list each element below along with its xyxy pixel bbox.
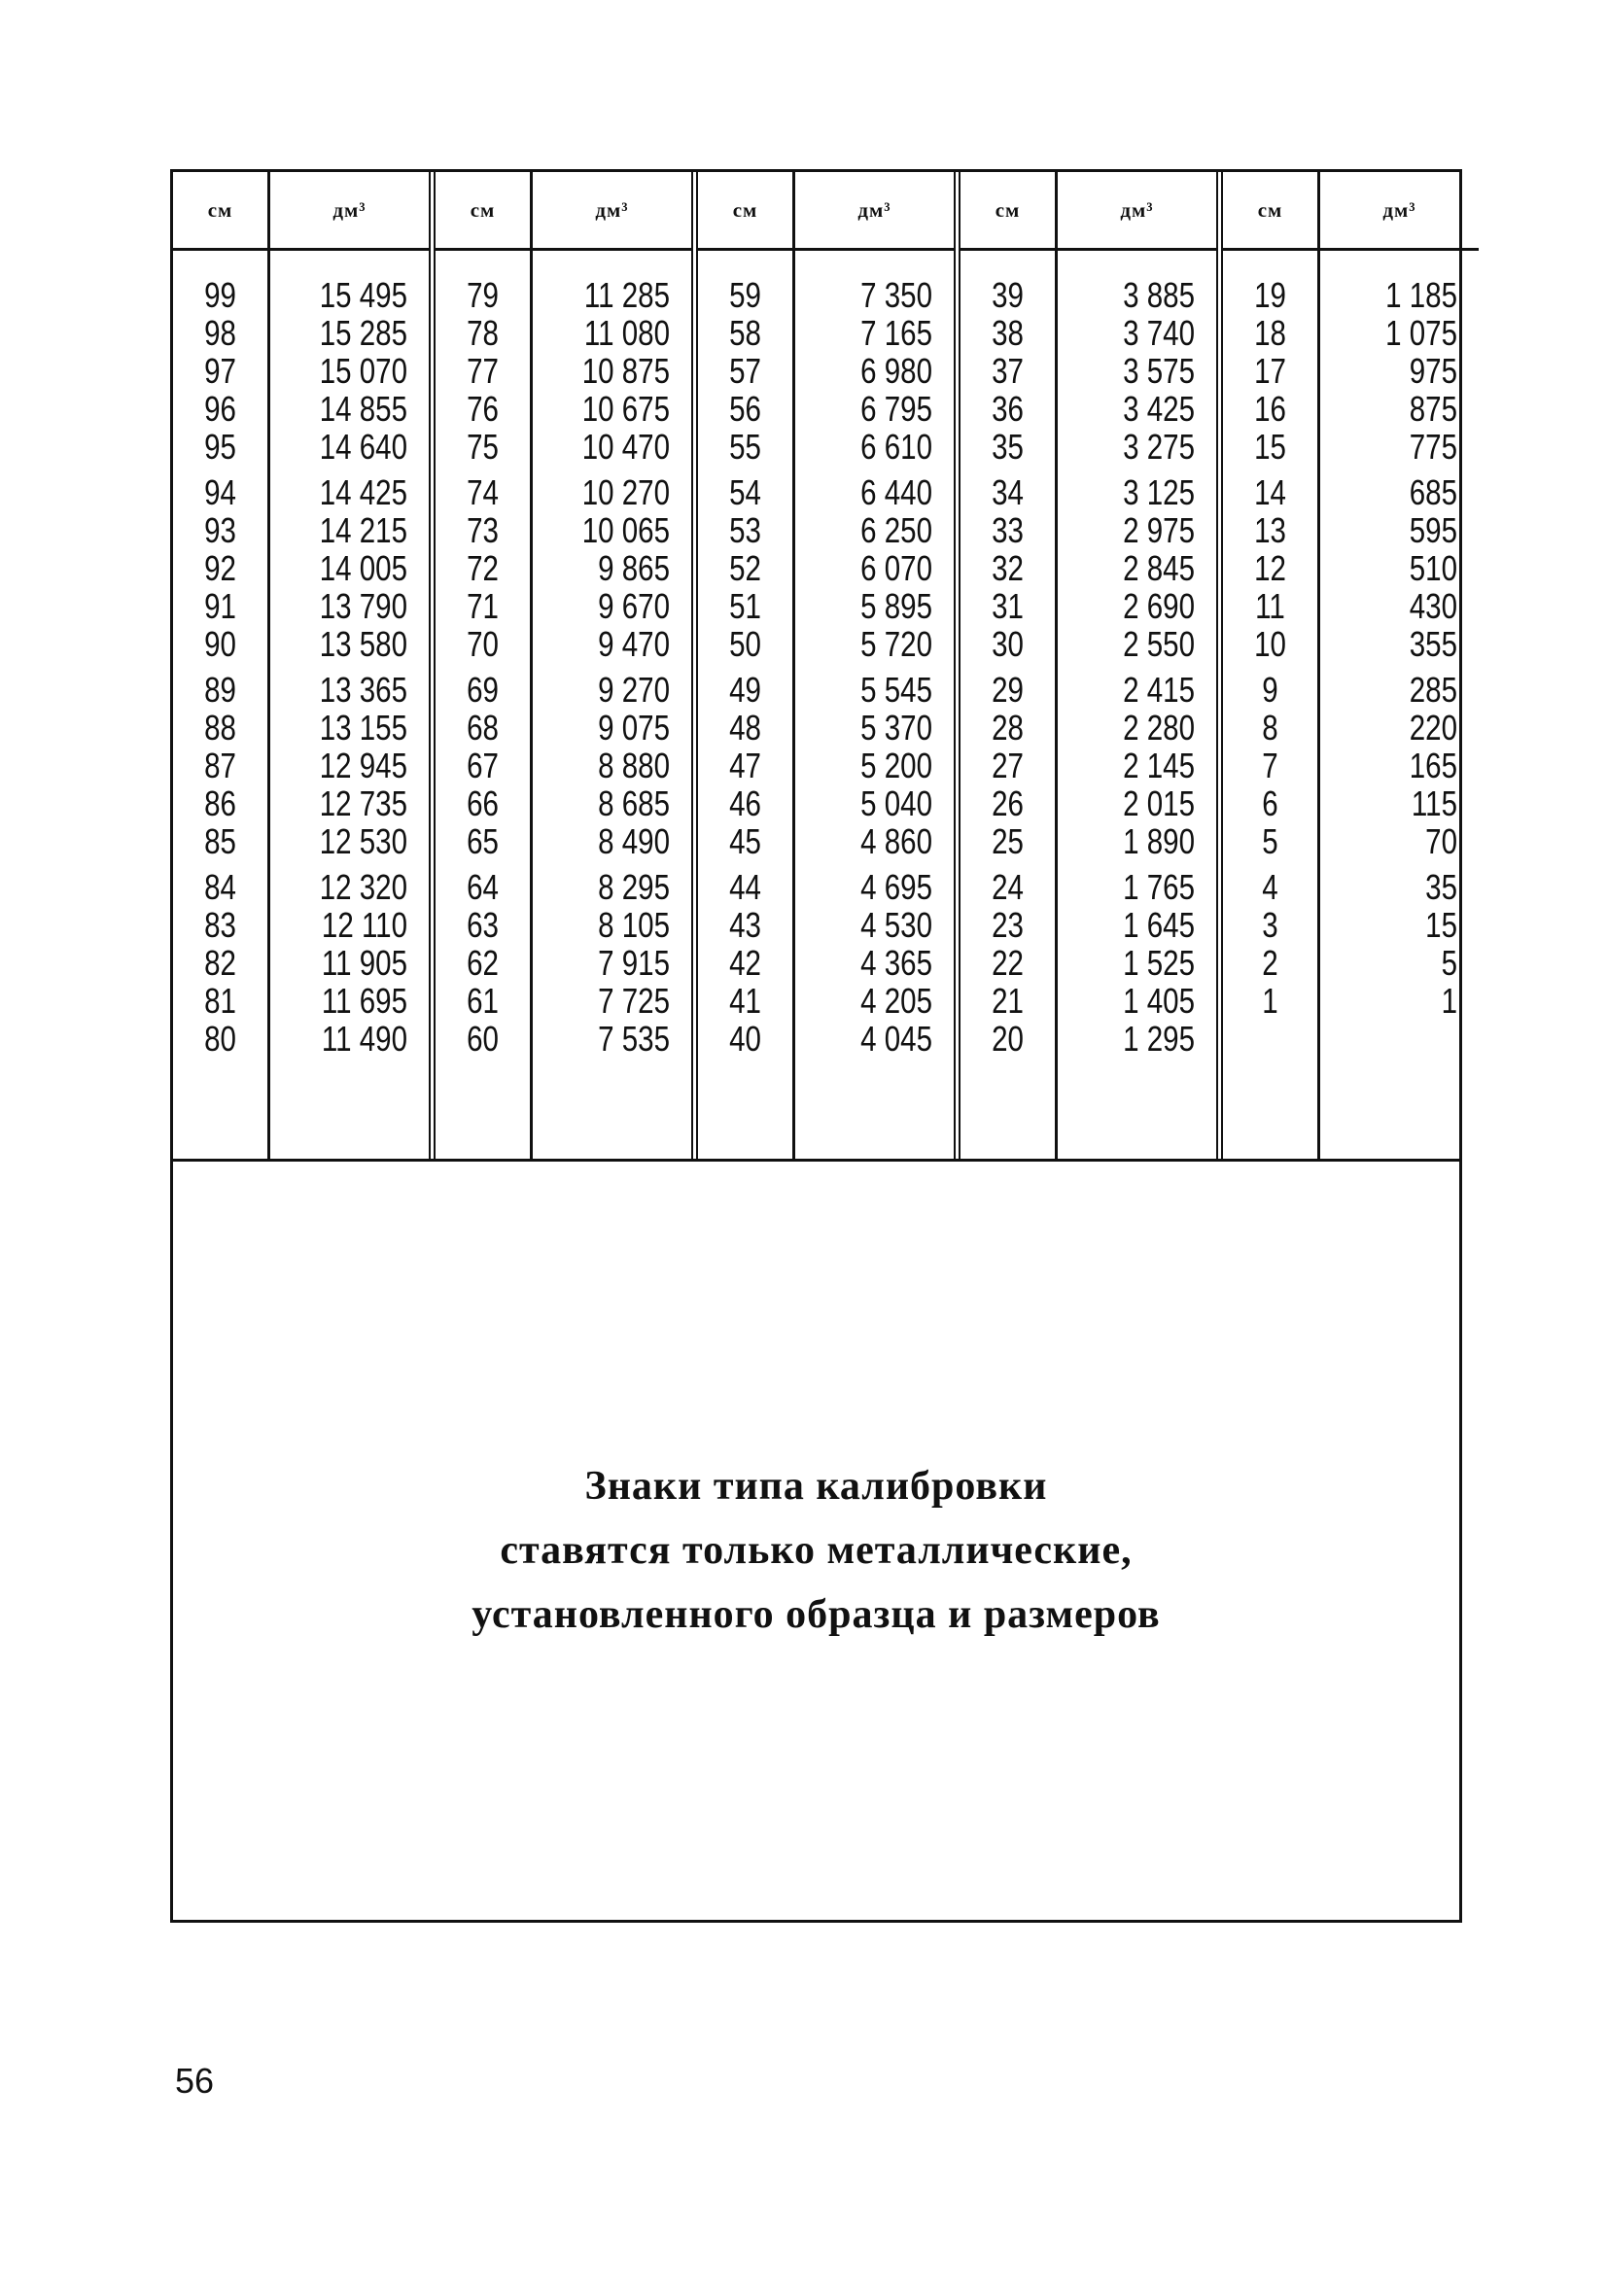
- table-cell: 95: [204, 427, 236, 467]
- table-cell: 49: [729, 670, 761, 710]
- table-cell: 75: [467, 427, 499, 467]
- table-cell: 3 885: [1123, 275, 1195, 315]
- table-cell: 2 975: [1123, 510, 1195, 550]
- table-cell: 42: [729, 943, 761, 983]
- table-cell: 14: [1254, 472, 1286, 512]
- table-cell: 2: [1262, 943, 1278, 983]
- table-cell: 3 125: [1123, 472, 1195, 512]
- table-cell: 11 080: [583, 313, 670, 353]
- notice-line-1: Знаки типа калибровки: [584, 1464, 1048, 1509]
- table-cell: 35: [1425, 867, 1457, 907]
- table-cell: 81: [204, 981, 236, 1021]
- table-cell: 84: [204, 867, 236, 907]
- table-cell: 13 790: [319, 586, 407, 626]
- table-cell: 20: [992, 1019, 1024, 1059]
- table-cell: 36: [992, 389, 1024, 429]
- notice-line-3: установленного образца и размеров: [472, 1592, 1161, 1637]
- table-cell: 15: [1425, 905, 1457, 945]
- table-cell: 7 535: [598, 1019, 670, 1059]
- table-cell: 85: [204, 821, 236, 861]
- table-cell: 16: [1254, 389, 1286, 429]
- table-cell: 10 065: [581, 510, 670, 550]
- table-cell: 65: [467, 821, 499, 861]
- table-cell: 71: [467, 586, 499, 626]
- table-cell: 5 545: [860, 670, 932, 710]
- table-cell: 19: [1254, 275, 1286, 315]
- table-cell: 21: [992, 981, 1024, 1021]
- table-cell: 97: [204, 351, 236, 391]
- table-cell: 10 470: [581, 427, 670, 467]
- table-cell: 28: [992, 708, 1024, 748]
- dm3-column: [267, 172, 429, 1159]
- table-cell: 56: [729, 389, 761, 429]
- table-cell: 54: [729, 472, 761, 512]
- table-cell: 53: [729, 510, 761, 550]
- table-cell: 1: [1262, 981, 1278, 1021]
- table-cell: 83: [204, 905, 236, 945]
- table-cell: 5: [1441, 943, 1457, 983]
- cm-column: [698, 172, 792, 1159]
- table-cell: 13 365: [319, 670, 407, 710]
- table-cell: 6 440: [860, 472, 932, 512]
- table-cell: 57: [729, 351, 761, 391]
- table-frame: [170, 169, 1462, 1923]
- table-cell: 94: [204, 472, 236, 512]
- table-cell: 26: [992, 783, 1024, 823]
- table-cell: 60: [467, 1019, 499, 1059]
- table-cell: 12 530: [319, 821, 407, 861]
- column-header: см: [961, 172, 1055, 251]
- table-cell: 595: [1409, 510, 1457, 550]
- table-cell: 1 890: [1123, 821, 1195, 861]
- table-cell: 1 075: [1385, 313, 1457, 353]
- table-cell: 30: [992, 624, 1024, 664]
- table-cell: 29: [992, 670, 1024, 710]
- table-cell: 78: [467, 313, 499, 353]
- cm-column: [1223, 172, 1317, 1159]
- table-cell: 8 490: [598, 821, 670, 861]
- table-cell: 4 530: [860, 905, 932, 945]
- table-cell: 76: [467, 389, 499, 429]
- table-cell: 3: [1262, 905, 1278, 945]
- table-cell: 41: [729, 981, 761, 1021]
- table-cell: 2 550: [1123, 624, 1195, 664]
- table-cell: 32: [992, 548, 1024, 588]
- table-cell: 44: [729, 867, 761, 907]
- table-cell: 1 525: [1123, 943, 1195, 983]
- table-cell: 4 045: [860, 1019, 932, 1059]
- table-cell: 9 270: [598, 670, 670, 710]
- table-cell: 89: [204, 670, 236, 710]
- table-cell: 7: [1262, 746, 1278, 785]
- dm3-column: [792, 172, 954, 1159]
- table-group: [1216, 172, 1479, 1159]
- table-cell: 1 405: [1123, 981, 1195, 1021]
- volume-table: [173, 172, 1459, 1162]
- table-cell: 2 415: [1123, 670, 1195, 710]
- table-cell: 4 860: [860, 821, 932, 861]
- dm3-column: [1055, 172, 1216, 1159]
- table-cell: 510: [1409, 548, 1457, 588]
- table-cell: 14 855: [319, 389, 407, 429]
- cm-column: [961, 172, 1055, 1159]
- table-cell: 96: [204, 389, 236, 429]
- table-cell: 9 075: [598, 708, 670, 748]
- table-cell: 70: [467, 624, 499, 664]
- table-cell: 45: [729, 821, 761, 861]
- table-cell: 12 945: [319, 746, 407, 785]
- table-group: [173, 172, 429, 1159]
- table-cell: 3 425: [1123, 389, 1195, 429]
- table-cell: 66: [467, 783, 499, 823]
- table-cell: 38: [992, 313, 1024, 353]
- table-cell: 13 155: [319, 708, 407, 748]
- table-cell: 1 185: [1385, 275, 1457, 315]
- table-cell: 1 765: [1123, 867, 1195, 907]
- table-cell: 6 070: [860, 548, 932, 588]
- table-cell: 40: [729, 1019, 761, 1059]
- table-cell: 2 845: [1123, 548, 1195, 588]
- column-header: см: [436, 172, 530, 251]
- table-group: [691, 172, 954, 1159]
- table-cell: 50: [729, 624, 761, 664]
- table-cell: 9 865: [598, 548, 670, 588]
- table-cell: 8 295: [598, 867, 670, 907]
- table-cell: 775: [1409, 427, 1457, 467]
- table-cell: 77: [467, 351, 499, 391]
- table-cell: 10 875: [581, 351, 670, 391]
- table-cell: 11 695: [321, 981, 407, 1021]
- table-cell: 8 880: [598, 746, 670, 785]
- column-header: дм³: [1058, 172, 1216, 251]
- table-cell: 9: [1262, 670, 1278, 710]
- table-cell: 5 040: [860, 783, 932, 823]
- table-cell: 7 165: [860, 313, 932, 353]
- table-cell: 7 915: [598, 943, 670, 983]
- table-cell: 13: [1254, 510, 1286, 550]
- table-cell: 1 645: [1123, 905, 1195, 945]
- table-cell: 8 685: [598, 783, 670, 823]
- cm-column: [436, 172, 530, 1159]
- table-cell: 92: [204, 548, 236, 588]
- table-cell: 51: [729, 586, 761, 626]
- table-cell: 37: [992, 351, 1024, 391]
- table-cell: 69: [467, 670, 499, 710]
- table-cell: 6: [1262, 783, 1278, 823]
- table-cell: 63: [467, 905, 499, 945]
- table-cell: 8 105: [598, 905, 670, 945]
- table-cell: 6 250: [860, 510, 932, 550]
- table-cell: 93: [204, 510, 236, 550]
- table-cell: 80: [204, 1019, 236, 1059]
- table-cell: 11 490: [321, 1019, 407, 1059]
- table-cell: 15 495: [319, 275, 407, 315]
- table-cell: 23: [992, 905, 1024, 945]
- dm3-column: [1317, 172, 1479, 1159]
- column-header: см: [698, 172, 792, 251]
- column-header: см: [173, 172, 267, 251]
- table-cell: 82: [204, 943, 236, 983]
- table-cell: 46: [729, 783, 761, 823]
- table-cell: 2 015: [1123, 783, 1195, 823]
- table-cell: 43: [729, 905, 761, 945]
- table-cell: 5 895: [860, 586, 932, 626]
- table-cell: 12 110: [321, 905, 407, 945]
- table-cell: 74: [467, 472, 499, 512]
- table-cell: 12 320: [319, 867, 407, 907]
- table-cell: 4: [1262, 867, 1278, 907]
- table-cell: 2 280: [1123, 708, 1195, 748]
- table-cell: 99: [204, 275, 236, 315]
- table-cell: 11 285: [583, 275, 670, 315]
- table-cell: 3 275: [1123, 427, 1195, 467]
- table-cell: 220: [1409, 708, 1457, 748]
- cm-column: [173, 172, 267, 1159]
- table-cell: 91: [204, 586, 236, 626]
- table-cell: 72: [467, 548, 499, 588]
- table-cell: 67: [467, 746, 499, 785]
- table-cell: 5 200: [860, 746, 932, 785]
- column-header: дм³: [533, 172, 691, 251]
- table-cell: 11 905: [321, 943, 407, 983]
- table-cell: 14 640: [319, 427, 407, 467]
- table-cell: 15 070: [319, 351, 407, 391]
- table-cell: 47: [729, 746, 761, 785]
- table-cell: 17: [1254, 351, 1286, 391]
- table-cell: 10 270: [581, 472, 670, 512]
- column-header: дм³: [795, 172, 954, 251]
- table-group: [429, 172, 691, 1159]
- table-cell: 1: [1441, 981, 1457, 1021]
- table-cell: 35: [992, 427, 1024, 467]
- calibration-notice: [173, 1159, 1459, 1923]
- table-cell: 12: [1254, 548, 1286, 588]
- column-header: дм³: [1320, 172, 1479, 251]
- table-cell: 10: [1254, 624, 1286, 664]
- table-cell: 24: [992, 867, 1024, 907]
- table-cell: 875: [1409, 389, 1457, 429]
- table-cell: 62: [467, 943, 499, 983]
- table-cell: 2 690: [1123, 586, 1195, 626]
- table-cell: 15: [1254, 427, 1286, 467]
- table-cell: 6 610: [860, 427, 932, 467]
- table-cell: 64: [467, 867, 499, 907]
- table-cell: 6 980: [860, 351, 932, 391]
- table-cell: 4 695: [860, 867, 932, 907]
- table-cell: 14 005: [319, 548, 407, 588]
- table-cell: 5: [1262, 821, 1278, 861]
- table-cell: 165: [1409, 746, 1457, 785]
- table-cell: 13 580: [319, 624, 407, 664]
- table-cell: 15 285: [319, 313, 407, 353]
- table-cell: 2 145: [1123, 746, 1195, 785]
- table-cell: 9 470: [598, 624, 670, 664]
- table-cell: 48: [729, 708, 761, 748]
- table-cell: 4 205: [860, 981, 932, 1021]
- column-header: см: [1223, 172, 1317, 251]
- table-cell: 7 725: [598, 981, 670, 1021]
- table-cell: 4 365: [860, 943, 932, 983]
- table-cell: 25: [992, 821, 1024, 861]
- table-cell: 285: [1409, 670, 1457, 710]
- dm3-column: [530, 172, 691, 1159]
- table-cell: 52: [729, 548, 761, 588]
- table-cell: 10 675: [581, 389, 670, 429]
- table-cell: 3 740: [1123, 313, 1195, 353]
- table-cell: 5 370: [860, 708, 932, 748]
- table-cell: 9 670: [598, 586, 670, 626]
- table-cell: 27: [992, 746, 1024, 785]
- table-cell: 61: [467, 981, 499, 1021]
- table-cell: 14 215: [319, 510, 407, 550]
- table-cell: 90: [204, 624, 236, 664]
- table-cell: 86: [204, 783, 236, 823]
- table-cell: 11: [1255, 586, 1285, 626]
- table-cell: 87: [204, 746, 236, 785]
- table-cell: 115: [1411, 783, 1457, 823]
- table-cell: 18: [1254, 313, 1286, 353]
- table-cell: 58: [729, 313, 761, 353]
- table-cell: 98: [204, 313, 236, 353]
- table-cell: 430: [1409, 586, 1457, 626]
- table-cell: 5 720: [860, 624, 932, 664]
- table-cell: 3 575: [1123, 351, 1195, 391]
- table-cell: 31: [992, 586, 1024, 626]
- table-cell: 12 735: [319, 783, 407, 823]
- table-cell: 39: [992, 275, 1024, 315]
- table-cell: 70: [1425, 821, 1457, 861]
- table-cell: 1 295: [1123, 1019, 1195, 1059]
- table-cell: 6 795: [860, 389, 932, 429]
- table-cell: 33: [992, 510, 1024, 550]
- table-cell: 68: [467, 708, 499, 748]
- table-cell: 55: [729, 427, 761, 467]
- table-cell: 685: [1409, 472, 1457, 512]
- table-cell: 8: [1262, 708, 1278, 748]
- table-cell: 14 425: [319, 472, 407, 512]
- column-header: дм³: [270, 172, 429, 251]
- table-cell: 79: [467, 275, 499, 315]
- table-cell: 88: [204, 708, 236, 748]
- notice-line-2: ставятся только металлические,: [500, 1528, 1133, 1573]
- table-cell: 59: [729, 275, 761, 315]
- table-cell: 7 350: [860, 275, 932, 315]
- table-cell: 355: [1409, 624, 1457, 664]
- table-cell: 22: [992, 943, 1024, 983]
- page-number: 56: [175, 2061, 215, 2101]
- table-group: [954, 172, 1216, 1159]
- table-cell: 975: [1409, 351, 1457, 391]
- table-cell: 73: [467, 510, 499, 550]
- table-cell: 34: [992, 472, 1024, 512]
